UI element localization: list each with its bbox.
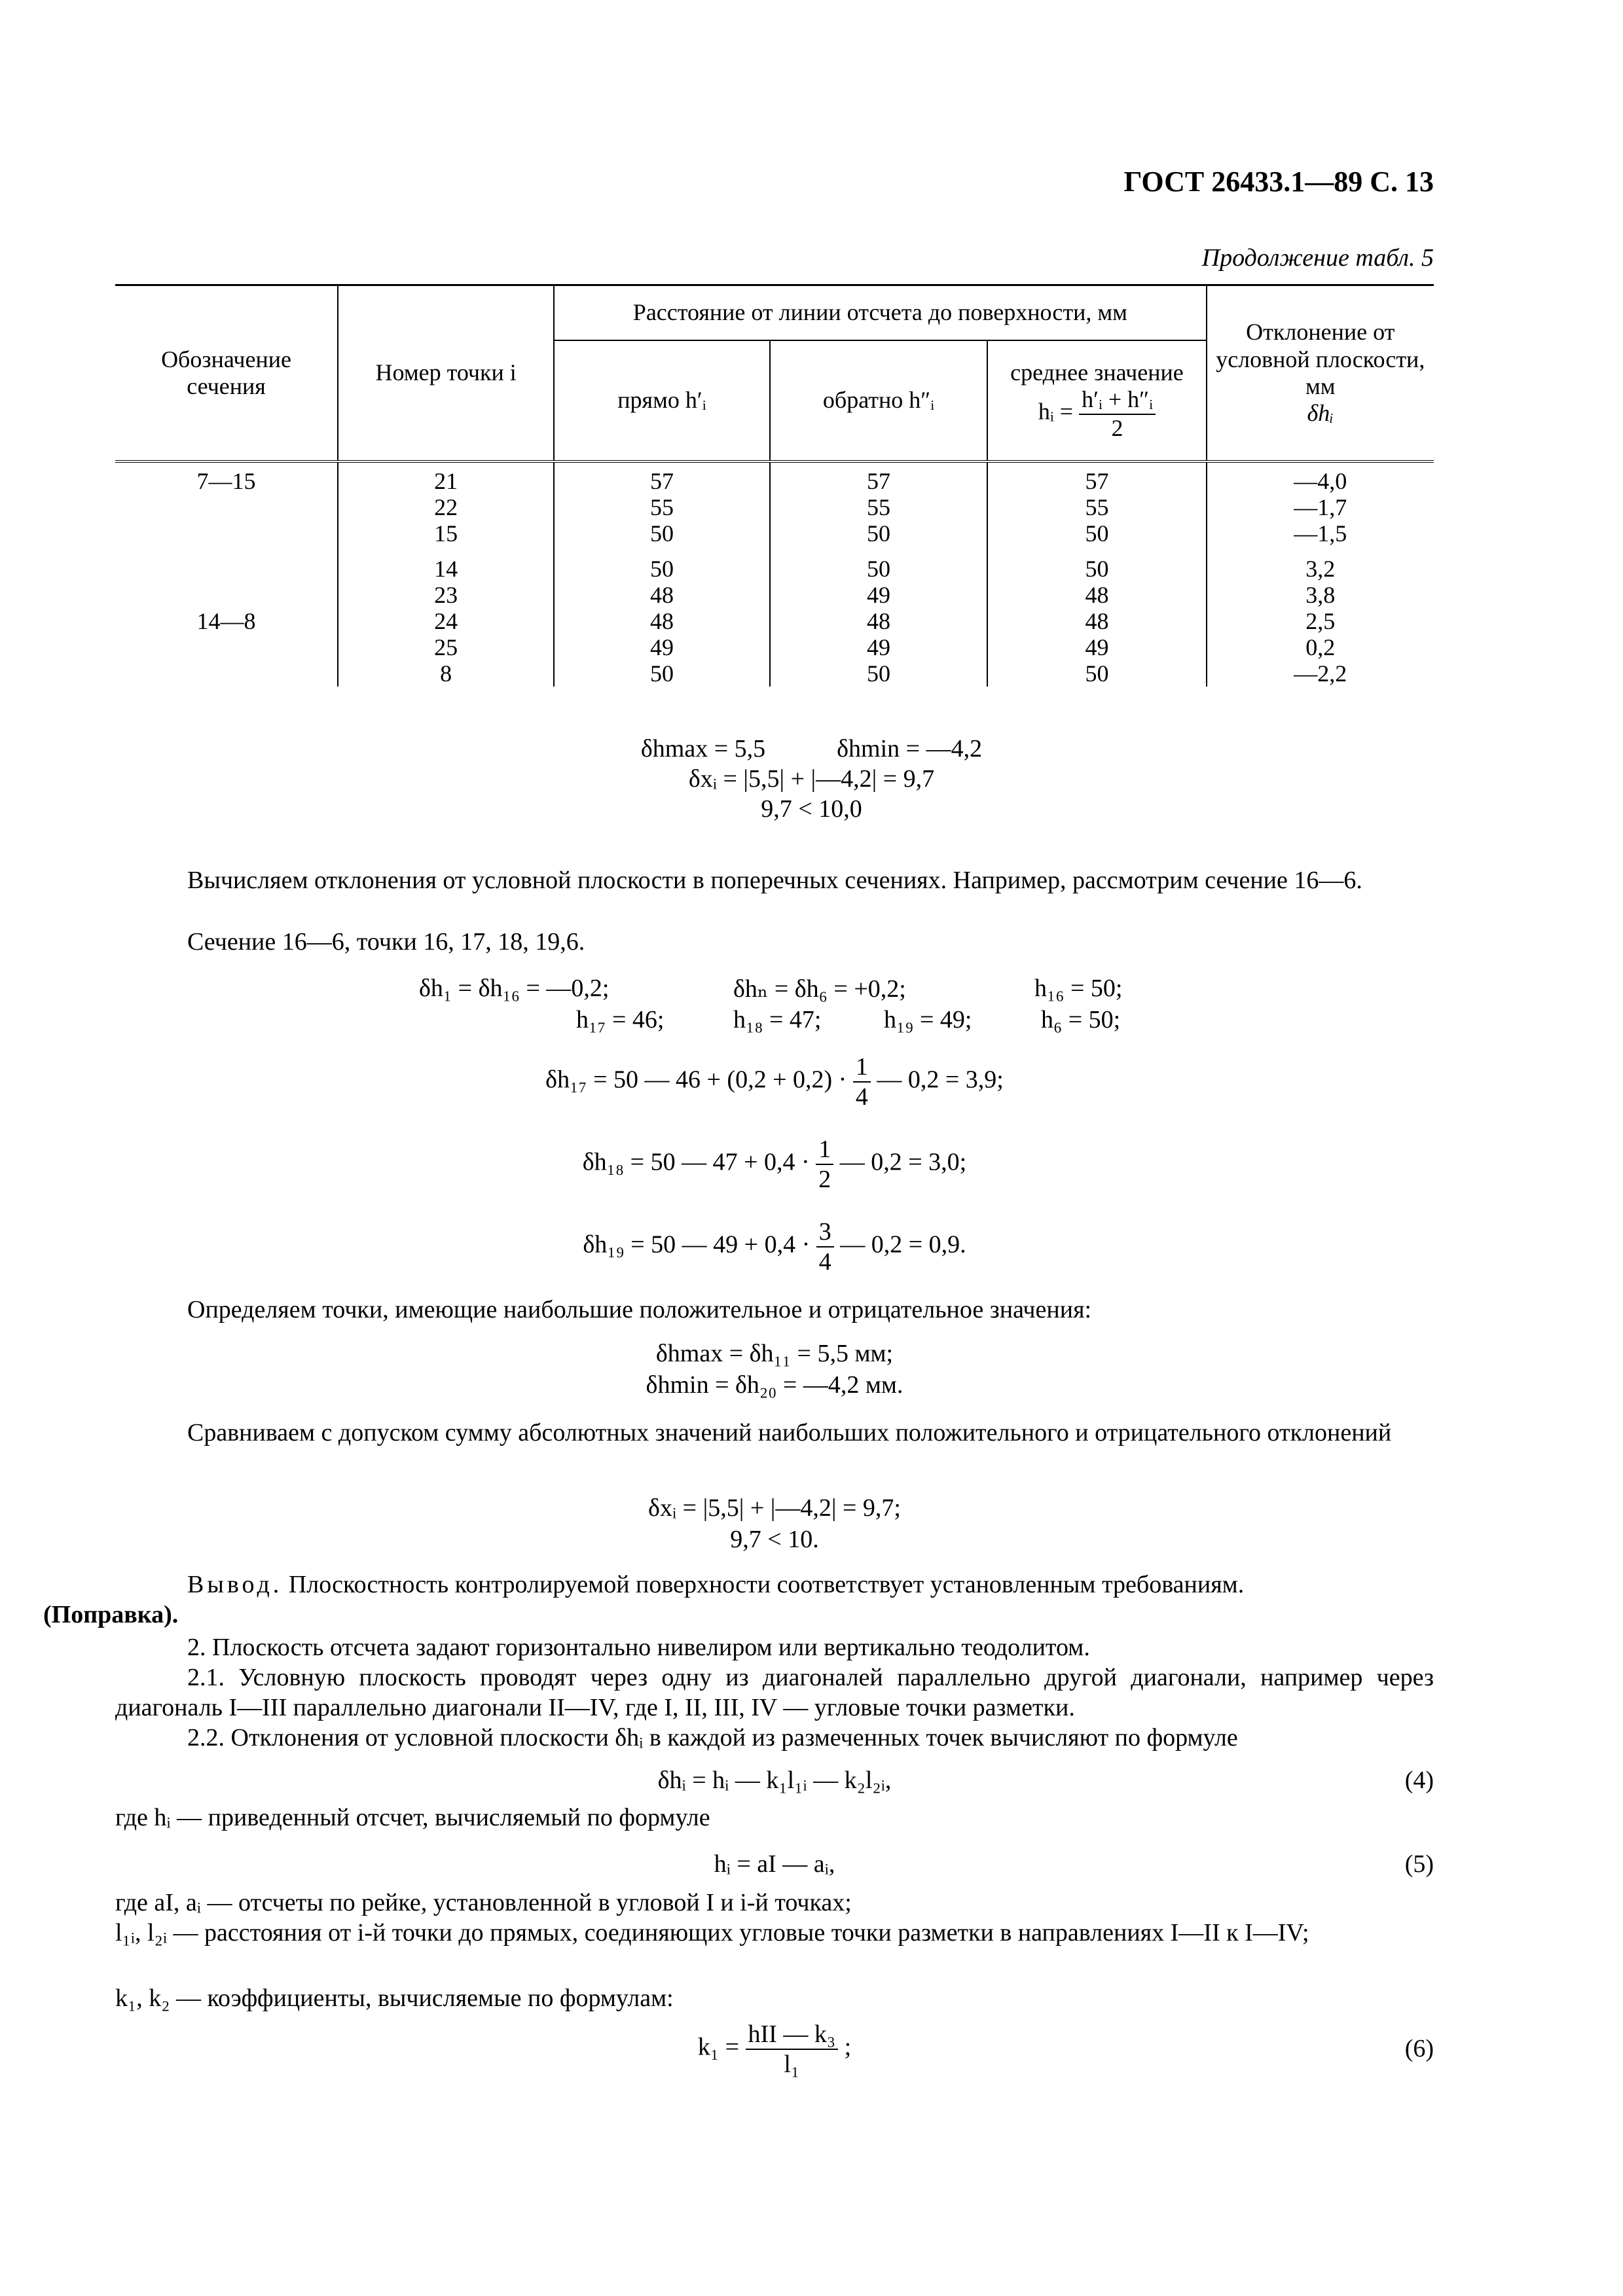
cell-mean: 50 xyxy=(987,520,1206,547)
conclusion-label: Вывод. xyxy=(187,1571,283,1598)
eq-dh18-num: 1 xyxy=(816,1135,833,1165)
eq-dh17-den: 4 xyxy=(855,1083,868,1111)
equation-4: δhᵢ = hᵢ — k₁l₁ᵢ — k₂l₂ᵢ, xyxy=(657,1767,892,1794)
col-distance: Расстояние от линии отсчета до поверхности, мм xyxy=(554,285,1206,341)
cell-section: 7—15 xyxy=(196,468,256,494)
eq-a3: h₁₆ = 50; xyxy=(1034,975,1123,1002)
eq-dh18 xyxy=(115,1135,1434,1194)
cell-dev: —2,2 xyxy=(1207,660,1434,687)
cell-point: 14 xyxy=(338,547,554,582)
col-deviation-label: Отклонение от условной плоскости, мм xyxy=(1216,319,1425,399)
paragraph-12: k₁, k₂ — коэффициенты, вычисляемые по формулам: xyxy=(115,1984,674,2012)
paragraph-2: Сечение 16—6, точки 16, 17, 18, 19,6. xyxy=(187,928,585,956)
equation-6 xyxy=(115,2020,1434,2079)
cell-backward: 55 xyxy=(770,494,988,520)
cell-dev: —1,7 xyxy=(1207,494,1434,520)
cell-backward: 49 xyxy=(770,582,988,608)
eq-a1: δh₁ = δh₁₆ = —0,2; xyxy=(419,975,610,1002)
eq-dh18-pre: δh₁₈ = 50 — 47 + 0,4 · xyxy=(582,1148,810,1176)
eq-dh19 xyxy=(115,1217,1434,1276)
cell-mean: 55 xyxy=(987,494,1206,520)
amendment-note: (Поправка). xyxy=(43,1601,179,1628)
cell-mean: 50 xyxy=(987,660,1206,687)
table-row xyxy=(115,520,1434,547)
eq-dh17 xyxy=(115,1052,1434,1111)
cell-backward: 50 xyxy=(770,547,988,582)
cell-forward: 50 xyxy=(554,520,770,547)
paragraph-5 xyxy=(43,1570,1434,1630)
equation-6-number: (6) xyxy=(1404,2035,1434,2062)
table-row xyxy=(115,582,1434,608)
paragraph-11: l₁ᵢ, l₂ᵢ — расстояния от i-й точки до прямых, соединяющих угловые точки разметки в направлениях I—II к I—IV; xyxy=(115,1919,1309,1946)
eq-a2: δhₙ = δh₆ = +0,2; xyxy=(733,975,906,1003)
eq-compare: 9,7 < 10. xyxy=(730,1526,819,1553)
eq-dh19-post: — 0,2 = 0,9. xyxy=(840,1230,966,1259)
cell-point: 8 xyxy=(338,660,554,687)
page-header: ГОСТ 26433.1—89 С. 13 xyxy=(1123,166,1434,198)
cell-point: 24 xyxy=(338,608,554,634)
cell-section xyxy=(115,634,338,660)
table-row xyxy=(115,494,1434,520)
col-mean xyxy=(987,340,1206,461)
cell-mean: 57 xyxy=(987,461,1206,494)
table-continuation-label: Продолжение табл. 5 xyxy=(1201,244,1434,272)
summary-line-2: δxᵢ = |5,5| + |—4,2| = 9,7 xyxy=(688,765,935,793)
cell-section xyxy=(115,520,338,547)
summary-line-3: 9,7 < 10,0 xyxy=(761,795,862,823)
cell-dev: —1,5 xyxy=(1207,520,1434,547)
equation-4-number: (4) xyxy=(1404,1767,1434,1794)
cell-mean: 50 xyxy=(987,547,1206,582)
col-deviation xyxy=(1207,285,1434,462)
paragraph-9: где hᵢ — приведенный отсчет, вычисляемый по формуле xyxy=(115,1804,710,1831)
eq-dh19-num: 3 xyxy=(816,1217,834,1247)
eq-min: δhmin = δh₂₀ = —4,2 мм. xyxy=(646,1371,903,1399)
eq-b2: h₁₈ = 47; xyxy=(733,1006,822,1033)
col-mean-lhs: hᵢ = xyxy=(1038,398,1074,425)
cell-backward: 50 xyxy=(770,520,988,547)
equation-6-tail: ; xyxy=(844,2033,852,2061)
col-backward: обратно h″ᵢ xyxy=(770,340,988,461)
eq-dh18-post: — 0,2 = 3,0; xyxy=(839,1148,967,1176)
table-row xyxy=(115,634,1434,660)
cell-backward: 48 xyxy=(770,608,988,634)
cell-dev: —4,0 xyxy=(1207,461,1434,494)
eq-dh17-frac xyxy=(853,1052,871,1111)
paragraph-10: где aI, aᵢ — отсчеты по рейке, установленной в угловой I и i-й точках; xyxy=(115,1889,852,1916)
eq-dh17-num: 1 xyxy=(853,1052,871,1083)
equation-5-number: (5) xyxy=(1404,1850,1434,1878)
cell-section xyxy=(115,582,338,608)
cell-point: 22 xyxy=(338,494,554,520)
data-table xyxy=(115,284,1434,687)
cell-forward: 48 xyxy=(554,582,770,608)
col-section: Обозначение сечения xyxy=(115,285,338,462)
cell-mean: 48 xyxy=(987,608,1206,634)
col-mean-num: h′ᵢ + h″ᵢ xyxy=(1079,386,1156,414)
cell-forward: 50 xyxy=(554,660,770,687)
paragraph-8: 2.2. Отклонения от условной плоскости δhᵢ в каждой из размеченных точек вычисляют по формуле xyxy=(187,1724,1238,1751)
cell-section: 14—8 xyxy=(196,608,256,634)
cell-backward: 49 xyxy=(770,634,988,660)
paragraph-1: Вычисляем отклонения от условной плоскости в поперечных сечениях. Например, рассмотрим сечение 16—6. xyxy=(187,867,1362,894)
cell-section xyxy=(115,547,338,582)
equation-5: hᵢ = aI — aᵢ, xyxy=(714,1850,835,1878)
cell-dev: 3,2 xyxy=(1207,547,1434,582)
equation-6-num: hII — k₃ xyxy=(746,2020,839,2050)
summary-line-1 xyxy=(0,734,1623,763)
cell-forward: 55 xyxy=(554,494,770,520)
paragraph-6: 2. Плоскость отсчета задают горизонтально нивелиром или вертикально теодолитом. xyxy=(187,1634,1090,1661)
col-mean-den: 2 xyxy=(1111,414,1123,441)
eq-b3: h₁₉ = 49; xyxy=(884,1006,972,1033)
cell-dev: 0,2 xyxy=(1207,634,1434,660)
eq-dh18-den: 2 xyxy=(818,1166,831,1193)
paragraph-4: Сравниваем с допуском сумму абсолютных значений наибольших положительного и отрицательного отклонений xyxy=(187,1419,1392,1446)
table-row xyxy=(115,660,1434,687)
col-forward: прямо h′ᵢ xyxy=(554,340,770,461)
cell-backward: 50 xyxy=(770,660,988,687)
cell-backward: 57 xyxy=(770,461,988,494)
eq-b4: h₆ = 50; xyxy=(1041,1006,1121,1033)
cell-forward: 49 xyxy=(554,634,770,660)
col-mean-fraction xyxy=(1079,386,1156,442)
cell-section xyxy=(115,660,338,687)
cell-forward: 57 xyxy=(554,461,770,494)
cell-section xyxy=(115,494,338,520)
table-row xyxy=(115,547,1434,582)
eq-dh19-frac xyxy=(816,1217,834,1276)
cell-dev: 3,8 xyxy=(1207,582,1434,608)
equation-6-lhs: k₁ = xyxy=(697,2033,740,2061)
cell-forward: 48 xyxy=(554,608,770,634)
eq-dh18-frac xyxy=(816,1135,833,1194)
summary-min: δhmin = —4,2 xyxy=(837,735,983,762)
cell-mean: 49 xyxy=(987,634,1206,660)
eq-b1: h₁₇ = 46; xyxy=(576,1006,665,1033)
cell-point: 23 xyxy=(338,582,554,608)
paragraph-7: 2.1. Условную плоскость проводят через одну из диагоналей параллельно другой диагонали, например через диагональ I—III параллельно диагонали II—IV, где I, II, III, IV — угловые точки разметки. xyxy=(115,1664,1434,1721)
conclusion-text: Плоскостность контролируемой поверхности соответствует установленным требованиям. xyxy=(288,1571,1245,1598)
col-mean-label: среднее значение xyxy=(1010,359,1184,386)
cell-point: 15 xyxy=(338,520,554,547)
equation-6-frac xyxy=(746,2020,839,2079)
equation-6-den: l₁ xyxy=(784,2051,800,2078)
eq-dh19-pre: δh₁₉ = 50 — 49 + 0,4 · xyxy=(583,1230,811,1259)
cell-point: 25 xyxy=(338,634,554,660)
eq-max: δhmax = δh₁₁ = 5,5 мм; xyxy=(655,1340,894,1367)
cell-mean: 48 xyxy=(987,582,1206,608)
eq-dh17-pre: δh₁₇ = 50 — 46 + (0,2 + 0,2) · xyxy=(545,1066,847,1094)
col-deviation-symbol: δhᵢ xyxy=(1307,400,1334,427)
cell-dev: 2,5 xyxy=(1207,608,1434,634)
eq-sum: δxᵢ = |5,5| + |—4,2| = 9,7; xyxy=(648,1494,901,1522)
eq-dh17-post: — 0,2 = 3,9; xyxy=(877,1066,1004,1094)
table-row xyxy=(115,461,1434,494)
eq-dh19-den: 4 xyxy=(818,1248,831,1276)
table-row xyxy=(115,608,1434,634)
summary-max: δhmax = 5,5 xyxy=(640,735,766,762)
cell-point: 21 xyxy=(338,461,554,494)
col-point: Номер точки i xyxy=(338,285,554,462)
paragraph-3: Определяем точки, имеющие наибольшие положительное и отрицательное значения: xyxy=(187,1296,1092,1323)
cell-forward: 50 xyxy=(554,547,770,582)
